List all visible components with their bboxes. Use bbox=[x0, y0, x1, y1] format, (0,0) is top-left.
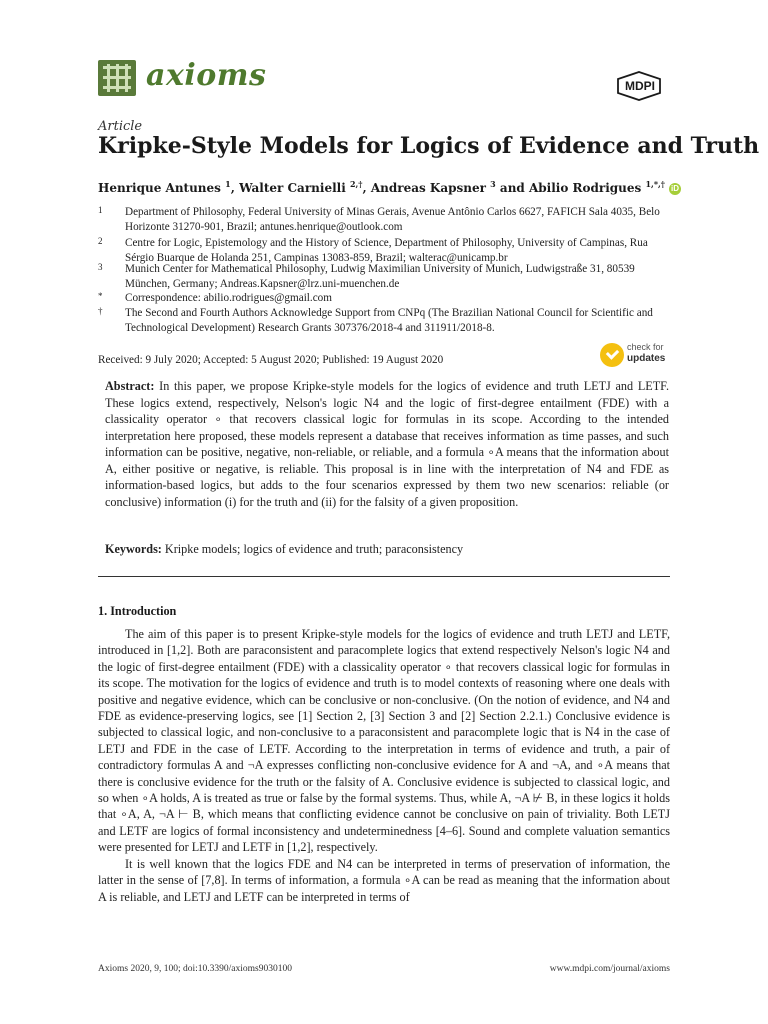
orcid-icon[interactable]: iD bbox=[671, 183, 679, 193]
affiliation-text: Department of Philosophy, Federal University of Minas Gerais, Avenue Antônio Carlos 6627, FAFICH Sala 4035, Belo Horizonte 31270-901, Brazil; antunes.henrique@outlook.com bbox=[125, 206, 660, 233]
affiliation-mark: 1 bbox=[98, 205, 103, 215]
author-name: Abilio Rodrigues bbox=[528, 181, 642, 195]
article-type: Article bbox=[98, 119, 143, 134]
paper-title: Kripke-Style Models for Logics of Evidence and Truth bbox=[98, 133, 760, 159]
paragraph: It is well known that the logics FDE and N4 can be interpreted in terms of preservation of information, the latter in the sense of [7,8]. In terms of information, a formula ∘A can be read as meaning that the information about A is reliable, and LETJ and LETF can be interpreted in terms of bbox=[98, 856, 670, 904]
footer-journal-url[interactable]: www.mdpi.com/journal/axioms bbox=[549, 964, 670, 974]
abstract bbox=[105, 378, 669, 510]
footer-citation: Axioms 2020, 9, 100; doi:10.3390/axioms9030100 bbox=[98, 964, 292, 974]
affiliation-mark: * bbox=[98, 291, 103, 301]
section-heading: 1. Introduction bbox=[98, 604, 177, 618]
check-updates-line1: check for bbox=[627, 342, 664, 352]
author-name: Andreas Kapsner bbox=[370, 181, 486, 195]
author-list: Henrique Antunes $^1$, Walter Carnielli $^{2,\dagger}$, Andreas Kapsner $^3$ and Abilio Rodrigues $^{1,*,\dagger}$ iD bbox=[98, 179, 679, 195]
abstract-label: Abstract: bbox=[105, 379, 155, 393]
section-divider bbox=[98, 576, 670, 577]
check-updates-line2: updates bbox=[627, 353, 666, 364]
keywords bbox=[105, 542, 669, 557]
author-name: Walter Carnielli bbox=[239, 181, 346, 195]
publisher-name: MDPI bbox=[625, 79, 655, 93]
affiliation-mark: 3 bbox=[98, 262, 103, 272]
abstract-text: In this paper, we propose Kripke-style models for the logics of evidence and truth LETJ and LETF. These logics extend, respectively, Nelson's logic N4 and the logic of first-degree entailment (FDE) with a classicality operator ∘ that recovers classical logic for formulas in its scope. According to the intended interpretation here proposed, these models represent a database that receives information as time passes, and such information can be positive, negative, non-reliable, or reliable, and a formula ∘A means that the information about A, either positive or negative, is reliable. This proposal is in line with the interpretation of N4 and FDE as information-based logics, but adds to the four scenarios expressed by them two new scenarios: reliable (or conclusive) information (i) for the truth and (ii) for the falsity of a given proposition. bbox=[105, 379, 669, 509]
author-affiliation-mark: 1,*,† bbox=[645, 179, 665, 189]
journal-name: axioms bbox=[146, 58, 267, 93]
affiliation-text: The Second and Fourth Authors Acknowledge Support from CNPq (The Brazilian National Council for Scientific and Technological Development) Research Grants 307376/2018-4 and 311911/2018-8. bbox=[125, 307, 653, 334]
affiliation-text: Centre for Logic, Epistemology and the History of Science, Department of Philosophy, University of Campinas, Rua Sérgio Buarque de Holanda 251, Campinas 13083-859, Brazil; walterac@unicamp.br bbox=[125, 237, 648, 264]
affiliation-mark: 2 bbox=[98, 236, 103, 246]
check-for-updates-badge[interactable] bbox=[600, 340, 670, 370]
author-affiliation-mark: 3 bbox=[490, 179, 496, 189]
checkmark-icon bbox=[600, 343, 624, 367]
affiliation-mark: † bbox=[98, 306, 103, 316]
journal-logo-icon bbox=[98, 60, 136, 96]
paragraph: The aim of this paper is to present Kripke-style models for the logics of evidence and truth LETJ and LETF, introduced in [1,2]. Both are paraconsistent and paracomplete logics that extend respectively Nelson's logic N4 and the logic of first-degree entailment (FDE) with a classicality operator ∘ that recovers classical logic for formulas in its scope. The motivation for the logics of evidence and truth is to model contexts of reasoning where one deals with positive and negative evidence, which can be conclusive or non-conclusive. (On the notion of evidence, and N4 and FDE as evidence-preserving logics, see [1] Section 2, [3] Section 3 and [2] Section 2.2.1.) Conclusive evidence is subjected to classical logic, and non-conclusive to a paraconsistent and paracomplete logic that is N4 in the case of LETJ and FDE in the case of LETF. According to the interpretation in terms of evidence and truth, a pair of contradictory formulas A and ¬A expresses conflicting non-conclusive evidence for A and ¬A, and ∘A means that there is conclusive evidence for the truth or the falsity of A. Conclusive evidence is subjected to classical logic, and so when ∘A holds, A is treated as true or false by the formal systems. Thus, while A, ¬A ⊬ B, in these logics it holds that ∘A, A, ¬A ⊢ B, which means that conflicting evidence cannot be conclusive on pain of triviality. Both LETJ and LETF are logics of formal inconsistency and undeterminedness [4–6]. Sound and complete valuation semantics were presented for LETJ and LETF in [1,2], respectively. bbox=[98, 627, 670, 855]
keywords-text: Kripke models; logics of evidence and truth; paraconsistency bbox=[164, 542, 464, 556]
keywords-label: Keywords: bbox=[105, 542, 162, 556]
author-affiliation-mark: 2,† bbox=[349, 179, 363, 189]
body-text bbox=[98, 626, 670, 905]
affiliation-text: Correspondence: abilio.rodrigues@gmail.com bbox=[125, 292, 332, 304]
author-name: Henrique Antunes bbox=[98, 181, 221, 195]
author-affiliation-mark: 1 bbox=[225, 179, 231, 189]
affiliation-text: Munich Center for Mathematical Philosophy, Ludwig Maximilian University of Munich, Ludwigstraße 31, 80539 München, Germany; Andreas.Kapsner@lrz.uni-muenchen.de bbox=[125, 263, 635, 290]
publication-dates: Received: 9 July 2020; Accepted: 5 August 2020; Published: 19 August 2020 bbox=[98, 354, 444, 366]
